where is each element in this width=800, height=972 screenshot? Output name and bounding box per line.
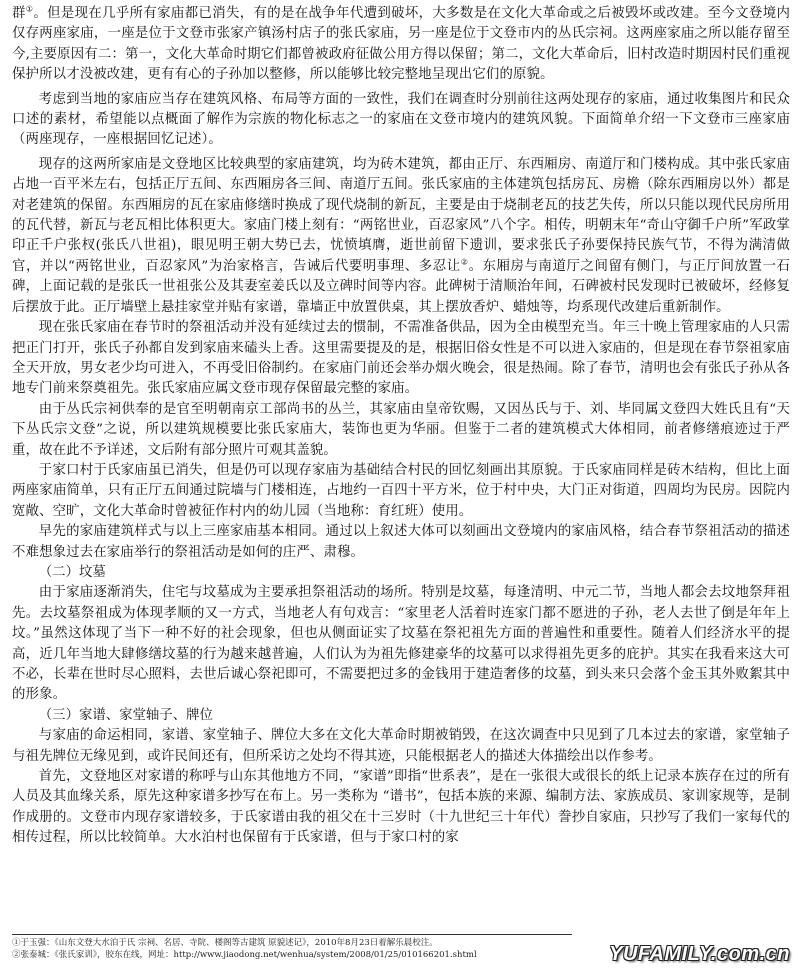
paragraph: 首先，文登地区对家谱的称呼与山东其他地方不同，“家谱”即指“世系表”，是在一张很大或很长的纸上记录本族存在过的所有人员及其血缘关系，原先这种家谱多抄写在布上。另一类称为 “谱书”，包括本族的来源、编制方法、家族成员、家训家规等，是制作成册的。文登市内现存家谱较多，于氏家谱由我的祖父在十三岁时（十九世纪三十年代）誊抄自家庙，只抄写了我们一家每代的相传过程，所以比较简单。大水泊村也保留有于氏家谱，但与于家口村的家 <box>12 769 790 846</box>
paragraph: 由于家庙逐渐消失，住宅与坟墓成为主要承担祭祖活动的场所。特别是坟墓，每逢清明、中元二节，当地人都会去坟地祭拜祖先。去坟墓祭祖成为体现孝顺的又一方式，当地老人有句戏言：“家里老人活着时连家门都不愿进的子孙，老人去世了倒是年年上坟。”虽然这体现了当下一种不好的社会现象，但也从侧面证实了坟墓在祭祀祖先方面的普遍性和重要性。随着人们经济水平的提高，近几年当地大肆修缮坟墓的行为越来越普遍，人们认为为祖先修建豪华的坟墓可以求得祖先更多的庇护。其实在我看来这大可不必，长辈在世时尽心照料，去世后诚心祭祀即可，不需要把过多的金钱用于建造奢侈的坟墓，到头来只会落个金玉其外败絮其中的形象。 <box>12 585 790 703</box>
paragraph: 与家庙的命运相同，家谱、家堂轴子、牌位大多在文化大革命时期被销毁，在这次调查中只见到了几本过去的家谱，家堂轴子与祖先牌位无缘见到，或许民间还有，但所采访之处均不得其迹，只能根据老人的描述大体描绘出以作参考。 <box>12 728 790 764</box>
document-page <box>12 4 790 849</box>
footnote-1: ①于玉强：《山东文登大水泊于氏 宗祠、名居、寺院、楼阁等古建筑 原貌述记》，2010年8月23日着解乐晨校注。 <box>12 938 438 948</box>
paragraph: 现存的这两所家庙是文登地区比较典型的家庙建筑，均为砖木建筑，都由正厅、东西厢房、南道厅和门楼构成。其中张氏家庙占地一百平米左右，包括正厅五间、东西厢房各三间、南道厅五间。张氏家庙的主体建筑包括房瓦、房檐（除东西厢房以外）都是对老建筑的保留。东西厢房的瓦在家庙修缮时换成了现代烧制的新瓦，主要是由于烧制老瓦的技艺失传，所以只能以现代民房所用的瓦代替，新瓦与老瓦相比体积更大。家庙门楼上刻有：“两铭世业，百忍家风”八个字。相传，明朝末年“奇山守御千户所”军政掌印正千户张杈(张氏八世祖)，眼见明王朝大势已去，忧愤填膺，逝世前留下遗训，要求张氏子孙要保持民族气节，不得为满清做官，并以“两铭世业，百忍家风”为治家格言，告诫后代要明事理、多忍让②。东厢房与南道厅之间留有侧门，与正厅间放置一石碑，上面记载的是张氏一世祖张公及其妻室姜氏以及立碑时间等内容。此碑树于清顺治年间，石碑被村民发现时已被破坏，经修复后摆放于此。正厅墙壁上悬挂家堂并贴有家谱，靠墙正中放置供桌，其上摆放香炉、蜡烛等，均系现代改建后重新制作。 <box>12 156 791 315</box>
footnote-ref-1[interactable]: ① <box>25 4 34 14</box>
site-watermark: YUFAMILY.com.cn <box>609 943 790 965</box>
section-heading-tombs: （二）坟墓 <box>38 564 106 580</box>
paragraph: 考虑到当地的家庙应当存在建筑风格、布局等方面的一致性，我们在调查时分别前往这两处现存的家庙，通过收集图片和民众口述的素材，希望能以点概面了解作为宗族的物化标志之一的家庙在文登市境内的建筑风貌。下面简单介绍一下文登市三座家庙（两座现存，一座根据回忆记述）。 <box>12 91 790 148</box>
footnotes <box>12 934 572 961</box>
paragraph: 于家口村于氏家庙虽已消失，但是仍可以现存家庙为基础结合村民的回忆刻画出其原貌。于氏家庙同样是砖木结构，但比上面两座家庙简单，只有正厅五间通过院墙与门楼相连，占地约一百四十平方米，位于村中央，大门正对街道，四周均为民房。因院内宽敞、空旷，文化大革命时曾被征作村内的幼儿园（当地称：育红班）使用。 <box>12 462 790 519</box>
section-heading-genealogy: （三）家谱、家堂轴子、牌位 <box>38 707 213 723</box>
paragraph: 由于丛氏宗祠供奉的是官至明朝南京工部尚书的丛兰，其家庙由皇帝钦赐，又因丛氏与于、刘、毕同属文登四大姓氏且有“天下丛氏宗文登”之说，所以建筑规模要比张氏家庙大，装饰也更为华丽。但鉴于二者的建筑模式大体相同，前者修缮痕迹过于严重，故在此不予详述，文后附有部分照片可观其盖貌。 <box>12 401 790 458</box>
paragraph: 现在张氏家庙在春节时的祭祖活动并没有延续过去的惯制，不需准备供品，因为全由模型充当。年三十晚上管理家庙的人只需把正门打开，张氏子孙都自发到家庙来磕头上香。这里需要提及的是，根据旧俗女性是不可以进入家庙的，但是现在春节祭祖家庙全天开放，男女老少均可进入，不再受旧俗制约。在家庙门前还会举办烟火晚会，很是热闹。除了春节，清明也会有张氏子孙从各地专门前来祭奠祖先。张氏家庙应属文登市现存保留最完整的家庙。 <box>12 320 790 397</box>
footnote-2: ②张泰城：《张氏家训》，胶东在线，网址：http://www.jiaodong.net/wenhua/system/2008/01/25/010166201.shtml <box>12 950 477 960</box>
paragraph: 早先的家庙建筑样式与以上三座家庙基本相同。通过以上叙述大体可以刻画出文登境内的家庙风格，结合春节祭祖活动的描述不难想象过去在家庙举行的祭祖活动是如何的庄严、肃穆。 <box>12 524 790 560</box>
footnote-ref-2[interactable]: ② <box>460 257 469 267</box>
paragraph: 群①。但是现在几乎所有家庙都已消失，有的是在战争年代遭到破坏，大多数是在文化大革命或之后被毁坏或改建。至今文登境内仅存两座家庙，一座是位于文登市张家产镇汤村店子的张氏家庙，另一座是位于文登市内的丛氏宗祠。这两座家庙之所以能存留至今,主要原因有二：第一，文化大革命时期它们都曾被政府征做公用方得以保留；第二，文化大革命后，旧村改造时期因村民们重视保护所以才没被改建，更有有心的子孙加以整修，所以能够比较完整地呈现出它们的原貌。 <box>12 4 790 83</box>
